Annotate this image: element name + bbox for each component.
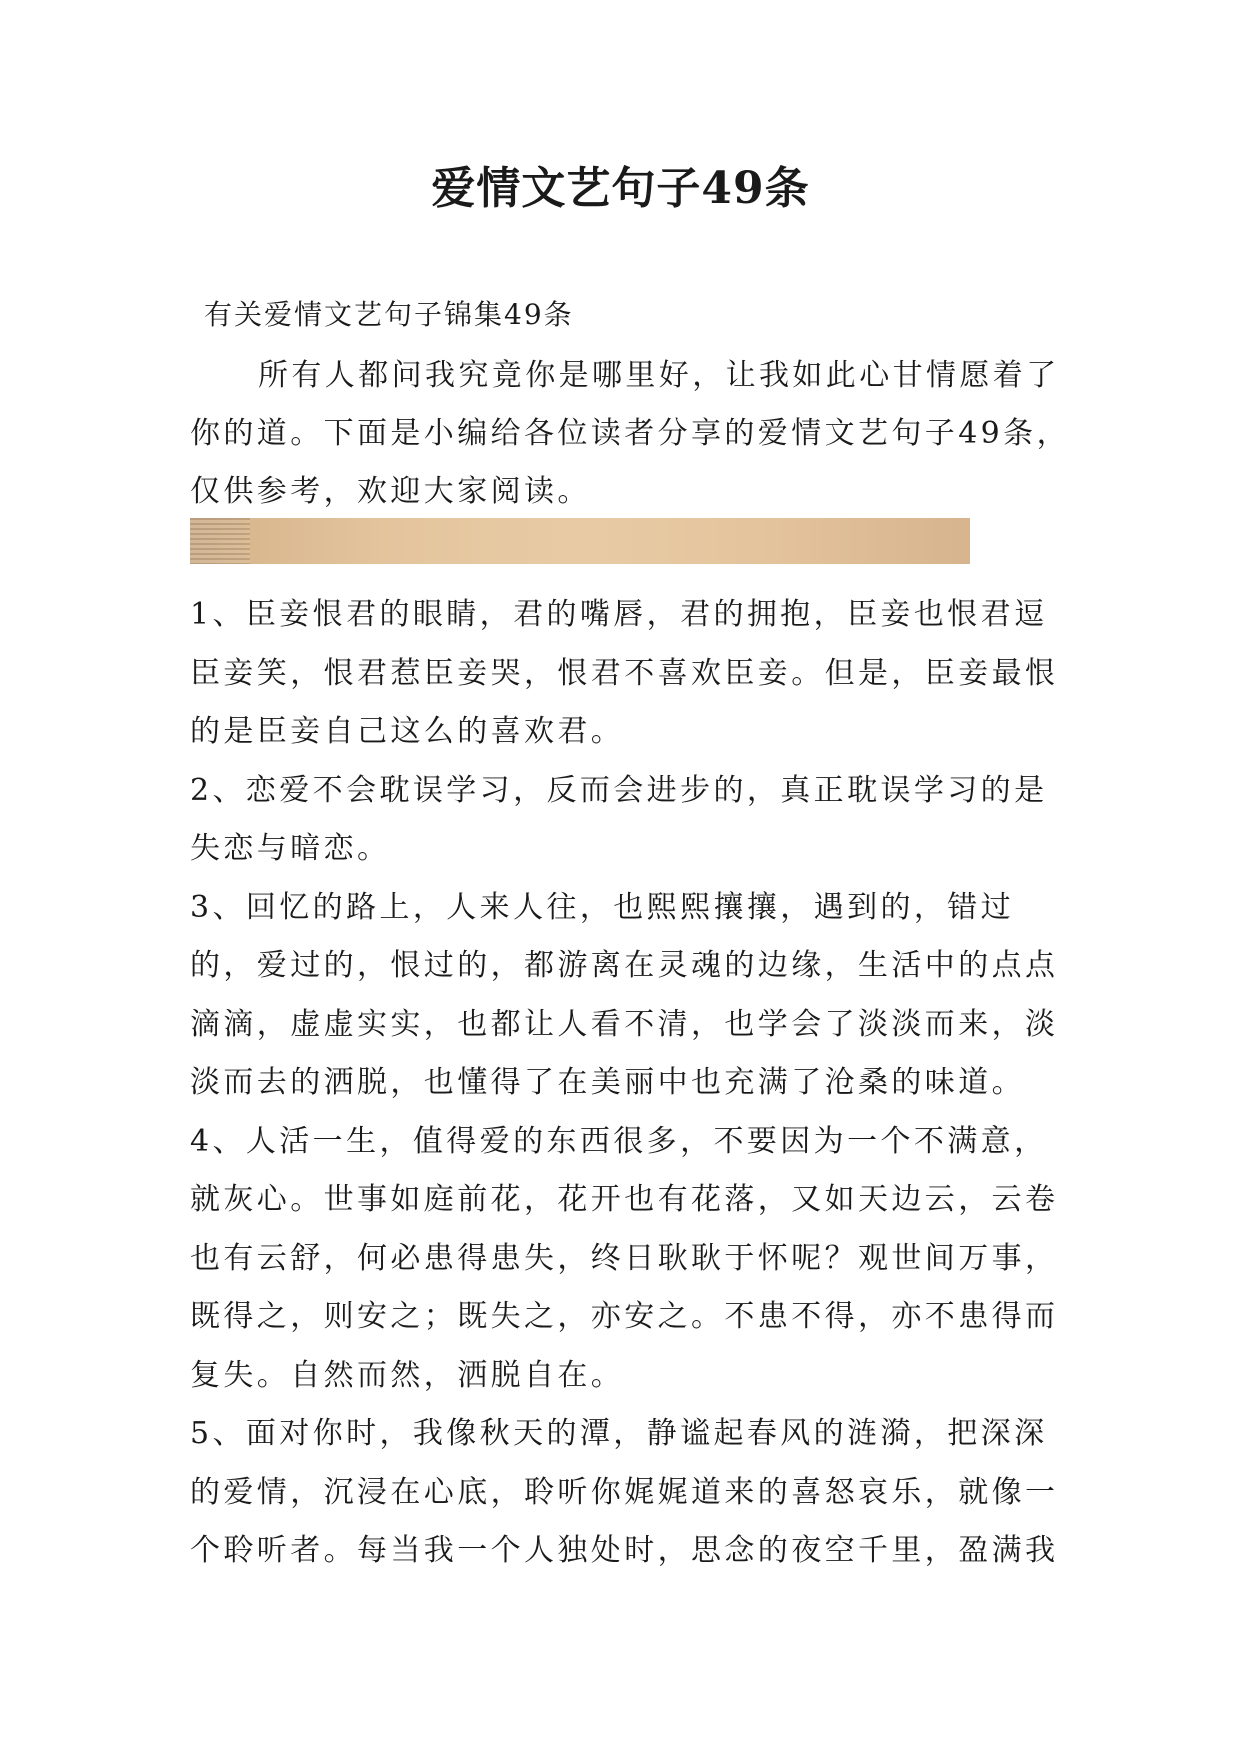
list-item: 3、回忆的路上，人来人往，也熙熙攘攘，遇到的，错过的，爱过的，恨过的，都游离在灵魂的边缘，生活中的点点滴滴，虚虚实实，也都让人看不清，也学会了淡淡而来，淡淡而去的洒脱，也懂得了在美丽中也充满了沧桑的味道。 bbox=[190, 889, 1059, 1100]
list-item: 2、恋爱不会耽误学习，反而会进步的，真正耽误学习的是失恋与暗恋。 bbox=[190, 772, 1048, 866]
list-item: 1、臣妾恨君的眼睛，君的嘴唇，君的拥抱，臣妾也恨君逗臣妾笑，恨君惹臣妾哭，恨君不喜欢臣妾。但是，臣妾最恨的是臣妾自己这么的喜欢君。 bbox=[190, 597, 1059, 749]
list-item: 5、面对你时，我像秋天的潭，静谧起春风的涟漪，把深深的爱情，沉浸在心底，聆听你娓娓道来的喜怒哀乐，就像一个聆听者。每当我一个人独处时，思念的夜空千里，盈满我 bbox=[190, 1416, 1059, 1568]
intro-paragraph: 所有人都问我究竟你是哪里好，让我如此心甘情愿着了你的道。下面是小编给各位读者分享的爱情文艺句子49条，仅供参考，欢迎大家阅读。 bbox=[190, 358, 1070, 509]
document-title: 爱情文艺句子49条 bbox=[431, 163, 810, 214]
sentence-list bbox=[190, 586, 1070, 1581]
document-subtitle: 有关爱情文艺句子锦集49条 bbox=[204, 298, 574, 331]
list-item: 4、人活一生，值得爱的东西很多，不要因为一个不满意，就灰心。世事如庭前花，花开也有花落，又如天边云，云卷也有云舒，何必患得患失，终日耿耿于怀呢？观世间万事，既得之，则安之；既失之，亦安之。不患不得，亦不患得而复失。自然而然，洒脱自在。 bbox=[190, 1123, 1059, 1393]
banner-texture bbox=[190, 518, 250, 564]
decorative-banner-image bbox=[190, 518, 970, 564]
